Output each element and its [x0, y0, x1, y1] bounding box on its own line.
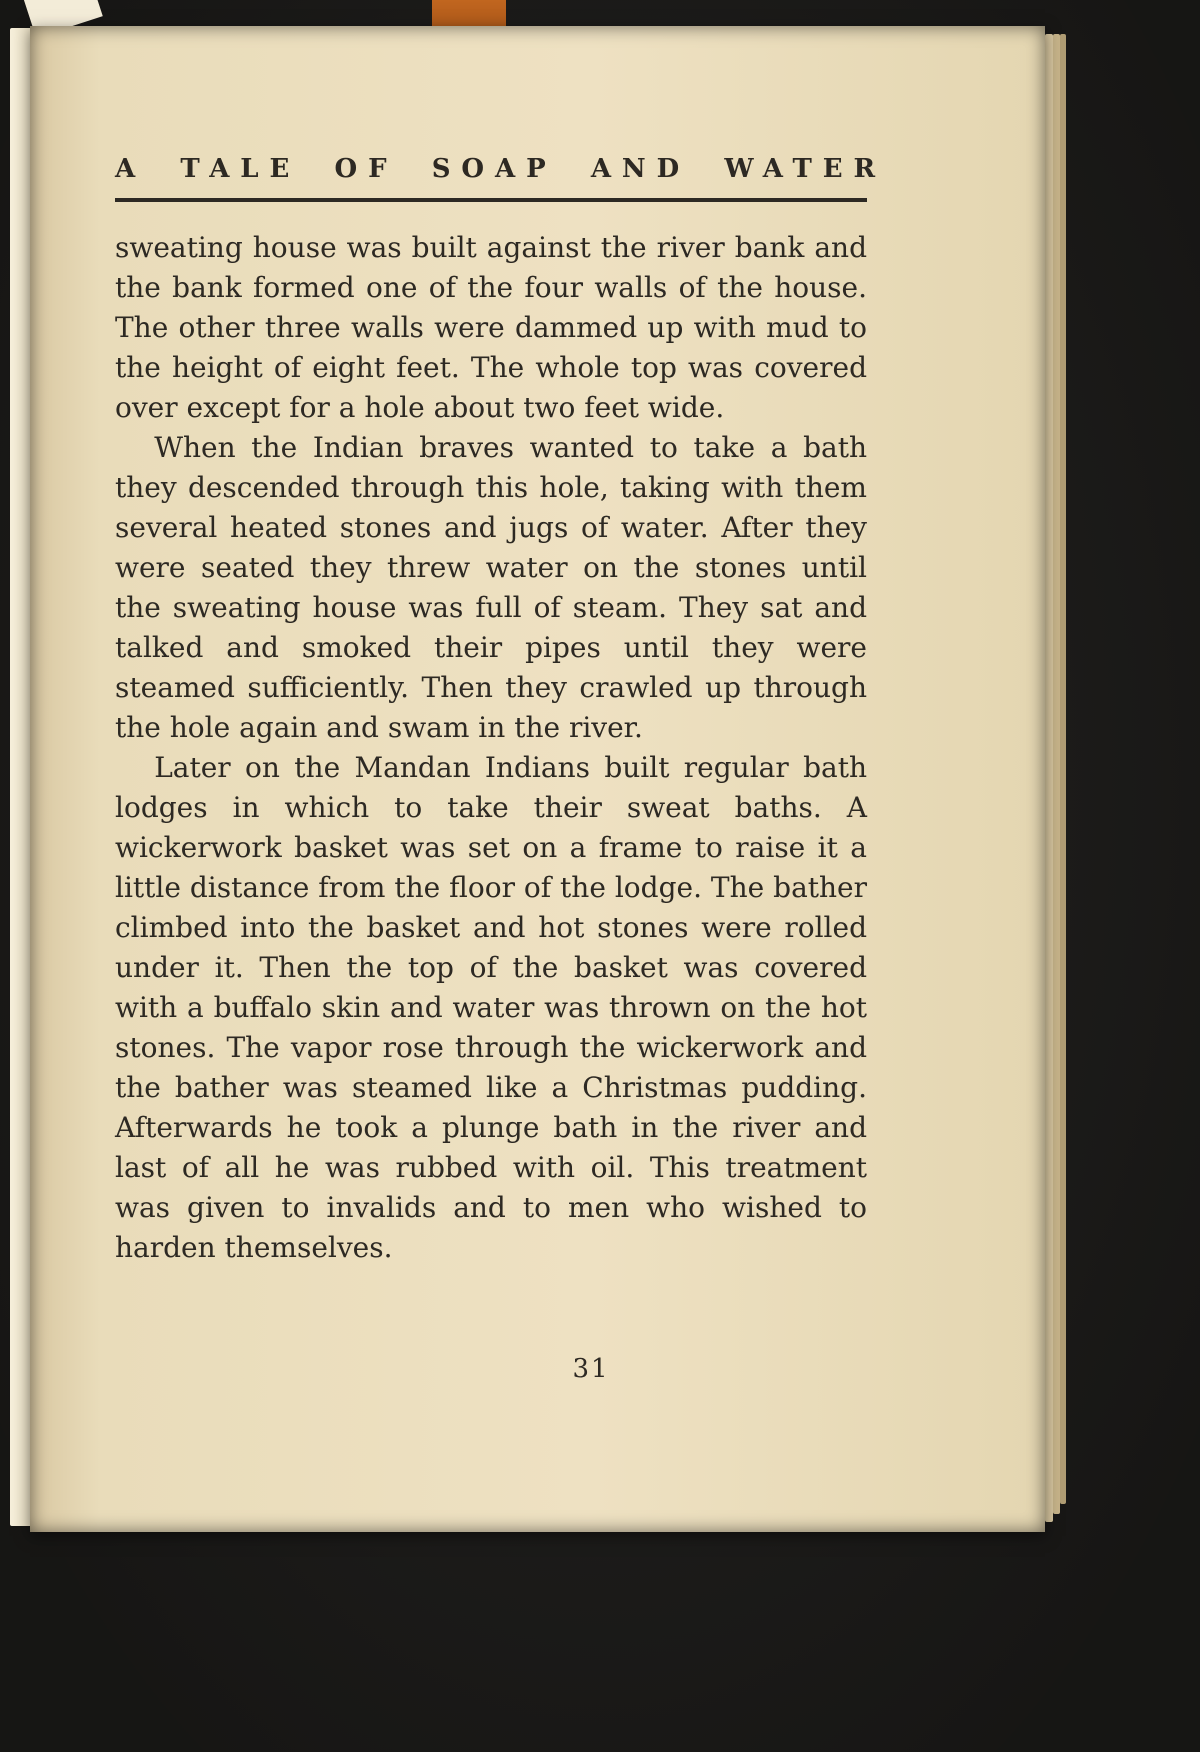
facing-page-edge	[10, 28, 32, 1526]
page-stack-edge	[1045, 34, 1053, 1522]
page-number: 31	[572, 1354, 610, 1384]
page-stack-edge	[1060, 34, 1066, 1504]
paragraph: When the Indian braves wanted to take a bath they descended through this hole, taking with them several heated stones and jugs of water. After they were seated they threw water on the stones until the sweating house was full of steam. They sat and talked and smoked their pipes until they were steamed sufficiently. Then they crawled up through the hole again and swam in the river.	[115, 431, 867, 744]
header-rule	[115, 198, 867, 202]
page-stack-edge	[1053, 34, 1060, 1514]
book-page	[30, 26, 1045, 1532]
paragraph: sweating house was built against the river bank and the bank formed one of the four walls of the house. The other three walls were dammed up with mud to the height of eight feet. The whole top was covered over except for a hole about two feet wide.	[115, 231, 867, 424]
body-text	[115, 228, 867, 1268]
paragraph: Later on the Mandan Indians built regular bath lodges in which to take their sweat baths. A wickerwork basket was set on a frame to raise it a little distance from the floor of the lodge. The bather climbed into the basket and hot stones were rolled under it. Then the top of the basket was covered with a buffalo skin and water was thrown on the hot stones. The vapor rose through the wickerwork and the bather was steamed like a Christmas pudding. Afterwards he took a plunge bath in the river and last of all he was rubbed with oil. This treatment was given to invalids and to men who wished to harden themselves.	[115, 751, 867, 1264]
running-header: A TALE OF SOAP AND WATER	[115, 154, 887, 184]
page-content	[30, 26, 1045, 1384]
